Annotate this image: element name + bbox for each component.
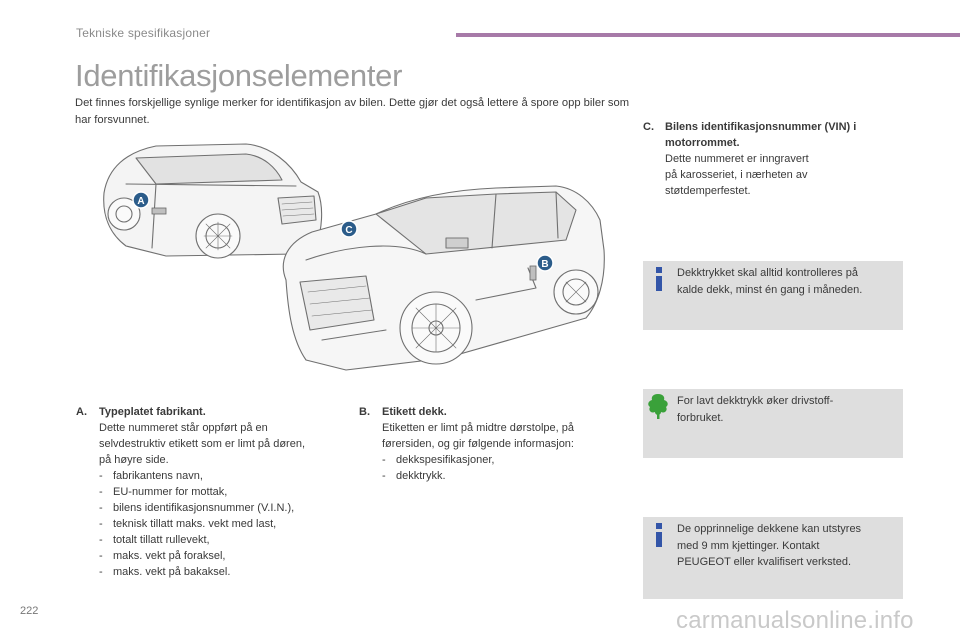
item-a-line: Dette nummeret står oppført på en	[99, 422, 268, 434]
item-a-title: Typeplatet fabrikant.	[99, 406, 206, 418]
item-c-line: på karosseriet, i nærheten av	[665, 169, 808, 181]
eco-tree-icon	[647, 393, 669, 419]
marker-a-label: A	[137, 196, 145, 207]
note-line: forbruket.	[677, 411, 724, 424]
note-line: kalde dekk, minst én gang i måneden.	[677, 283, 863, 296]
item-a-line: på høyre side.	[99, 454, 169, 466]
item-a-line: selvdestruktiv etikett som er limt på døren,	[99, 438, 306, 450]
item-c-title: motorrommet.	[665, 137, 740, 149]
item-c-title: Bilens identifikasjonsnummer (VIN) i	[665, 121, 857, 133]
note-line: For lavt dekktrykk øker drivstoff-	[677, 395, 834, 407]
watermark: carmanualsonline.info	[676, 607, 914, 634]
item-c	[643, 119, 903, 199]
note-box-snow-chains	[643, 517, 903, 599]
note-box-tyre-pressure	[643, 261, 903, 330]
note-line: med 9 mm kjettinger. Kontakt	[677, 539, 820, 552]
page-number: 222	[20, 605, 39, 617]
item-b-letter: B.	[359, 406, 370, 418]
page-title: Identifikasjonselementer	[75, 58, 403, 93]
list-item: - EU-nummer for mottak,	[99, 484, 346, 500]
list-item: - fabrikantens navn,	[99, 468, 346, 484]
list-item: - dekkspesifikasjoner,	[382, 452, 619, 468]
list-item: - dekktrykk.	[382, 468, 619, 484]
front-car-drawing	[283, 186, 604, 370]
note-line: PEUGEOT eller kvalifisert verksted.	[677, 556, 852, 568]
marker-b-label: B	[541, 259, 549, 270]
item-b-line: førersiden, og gir følgende informasjon:	[382, 438, 574, 450]
note-line: De opprinnelige dekkene kan utstyres	[677, 523, 862, 535]
header-accent-rule	[456, 33, 960, 37]
section-header-title: Tekniske spesifikasjoner	[76, 26, 211, 40]
item-c-line: støtdemperfestet.	[665, 185, 751, 197]
car-identification-illustration	[96, 138, 610, 388]
item-c-letter: C.	[643, 121, 654, 133]
list-item: - maks. vekt på bakaksel.	[99, 564, 346, 580]
item-b	[359, 404, 619, 484]
list-item: - maks. vekt på foraksel,	[99, 548, 346, 564]
list-item: - teknisk tillatt maks. vekt med last,	[99, 516, 346, 532]
note-box-fuel-consumption	[643, 389, 903, 458]
item-a	[76, 404, 346, 580]
note-line: Dekktrykket skal alltid kontrolleres på	[677, 267, 858, 279]
item-b-list	[382, 452, 619, 484]
info-icon	[653, 523, 665, 547]
info-icon	[653, 267, 665, 291]
list-item: - bilens identifikasjonsnummer (V.I.N.),	[99, 500, 346, 516]
intro-paragraph: Det finnes forskjellige synlige merker for identifikasjon av bilen. Dette gjør det også lettere å spore opp biler som har forsvunnet.	[75, 97, 630, 126]
marker-c-label: C	[345, 225, 353, 236]
marker-c	[341, 221, 357, 237]
item-b-title: Etikett dekk.	[382, 406, 447, 418]
item-a-letter: A.	[76, 406, 87, 418]
item-c-line: Dette nummeret er inngravert	[665, 153, 809, 165]
item-b-line: Etiketten er limt på midtre dørstolpe, på	[382, 422, 574, 434]
item-a-list	[99, 468, 346, 580]
list-item: - totalt tillatt rullevekt,	[99, 532, 346, 548]
